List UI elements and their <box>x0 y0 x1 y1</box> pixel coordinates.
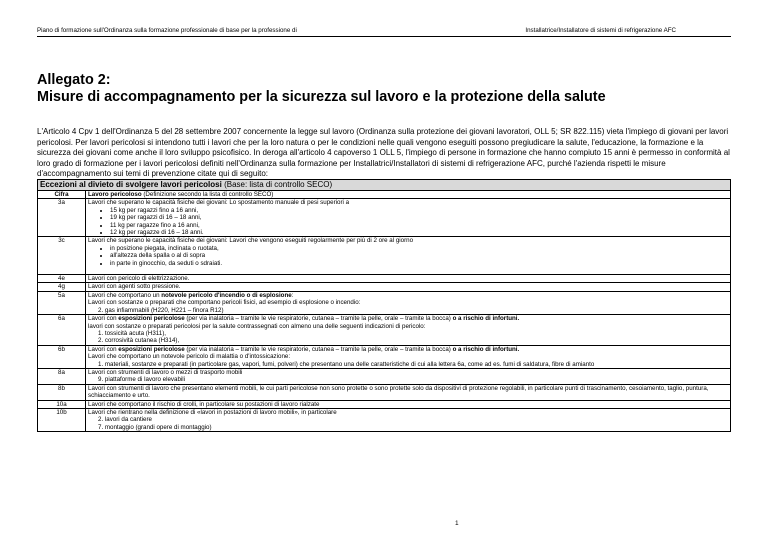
table-row <box>38 368 731 384</box>
row-5a-emphasis: notevole pericolo d'incendio o di esplosione <box>161 291 292 299</box>
list-item: • 12 kg per ragazze di 16 – 18 anni. <box>110 229 728 236</box>
row-6b-emphasis: esposizioni pericolose <box>118 345 185 353</box>
title-line-1: Allegato 2: <box>37 72 111 88</box>
table-row <box>38 237 731 275</box>
row-6a-detail: lavori con sostanze o preparati pericolosi per la salute contrassegnati con almeno una delle seguenti indicazioni di pericolo: <box>88 322 426 330</box>
page-header-right: Installatrice/Installatore di sistemi di refrigerazione AFC <box>525 27 676 34</box>
row-5a-colon: : <box>291 291 294 299</box>
row-cifra: 10b <box>38 408 86 431</box>
row-cifra: 4g <box>38 283 86 291</box>
row-6a-emphasis: esposizioni pericolose <box>118 315 185 323</box>
list-item: • 15 kg per ragazzi fino a 16 anni, <box>110 207 728 214</box>
row-3a-text: Lavori che superano le capacità fisiche dei giovani: Lo spostamento manuale di pesi superiori a <box>88 199 350 207</box>
row-cifra: 3a <box>38 199 86 237</box>
row-text <box>86 345 731 368</box>
row-3a-list <box>88 207 728 237</box>
table-row <box>38 345 731 368</box>
row-cifra: 4e <box>38 275 86 283</box>
col-cifra-header: Cifra <box>38 191 86 199</box>
table-row <box>38 291 731 314</box>
row-cifra: 6b <box>38 345 86 368</box>
row-text <box>86 368 731 384</box>
row-text: Lavori con strumenti di lavoro che presentano elementi mobili, le cui parti pericolose non sono protette o sono protette solo da dispositivi di protezione regolabili, in particolare punti di trascinamento, cesoiamento, taglio, puntura, schiacciamento e urto. <box>86 384 731 400</box>
list-item: • in posizione piegata, inclinata o ruotata, <box>110 245 728 252</box>
table-caption-bold: Eccezioni al divieto di svolgere lavori pericolosi <box>40 180 222 189</box>
row-6b-intro: Lavori con <box>88 345 119 353</box>
row-text <box>86 408 731 431</box>
row-cifra: 8b <box>38 384 86 400</box>
exceptions-table <box>37 179 731 432</box>
row-6b-paths: (per via inalatoria – tramite le vie respiratorie, cutanea – tramite la pelle, orale – tramite la bocca) <box>184 345 453 353</box>
col-lavoro-rest: (Definizione secondo la lista di controllo SECO) <box>141 191 274 198</box>
table-row <box>38 275 731 283</box>
row-6a-item-2: 2. corrosività cutanea (H314), <box>98 337 180 345</box>
table-row <box>38 400 731 408</box>
row-cifra: 6a <box>38 315 86 346</box>
row-text <box>86 291 731 314</box>
row-text <box>86 315 731 346</box>
row-10b-item-2: 7. montaggio (grandi opere di montaggio) <box>98 423 212 431</box>
row-3c-list <box>88 245 728 267</box>
list-item: • 19 kg per ragazzi di 16 – 18 anni, <box>110 214 728 221</box>
row-8a-text: Lavori con strumenti di lavoro o mezzi di trasporto mobili <box>88 368 243 376</box>
row-cifra: 8a <box>38 368 86 384</box>
row-text: Lavori con pericolo di elettrizzazione. <box>86 275 731 283</box>
row-text: Lavori che comportano il rischio di crolli, in particolare su postazioni di lavoro rialzate <box>86 400 731 408</box>
title-line-2: Misure di accompagnamento per la sicurezza sul lavoro e la protezione della salute <box>37 88 606 105</box>
row-text <box>86 199 731 237</box>
col-lavoro-header <box>86 191 731 199</box>
row-6a-paths: (per via inalatoria – tramite le vie respiratorie, cutanea – tramite la pelle, orale – tramite la bocca) <box>184 315 453 323</box>
col-lavoro-bold: Lavoro pericoloso <box>88 191 142 198</box>
row-5a-item: 2. gas infiammabili (H220, H221 – finora R12) <box>98 306 224 314</box>
list-item: • 11 kg per ragazze fino a 16 anni, <box>110 222 728 229</box>
row-10b-text: Lavori che rientrano nella definizione di «lavori in postazioni di lavoro mobili», in particolare <box>88 408 337 416</box>
row-text: Lavori con agenti sotto pressione. <box>86 283 731 291</box>
page-number: 1 <box>455 520 459 527</box>
table-caption-row <box>38 180 731 191</box>
table-row <box>38 199 731 237</box>
row-6a-item-1: 1. tossicità acuta (H311), <box>98 329 166 337</box>
page-title <box>37 72 606 105</box>
page-header-left: Piano di formazione sull'Ordinanza sulla formazione professionale di base per la professione di <box>37 27 297 34</box>
table-row <box>38 283 731 291</box>
row-5a-detail: Lavori con sostanze o preparati che comportano pericoli fisici, ad esempio di esplosione o incendio: <box>88 299 361 307</box>
row-6a-risk: o a rischio di infortuni. <box>452 315 520 323</box>
row-6b-item: 1. materiali, sostanze e preparati (in particolare gas, vapori, fumi, polveri) che presentano una delle caratteristiche di cui alla lettera 6a, come ad es. fumi di saldatura, fibre di amianto <box>98 360 595 368</box>
row-cifra: 5a <box>38 291 86 314</box>
row-5a-intro: Lavori che comportano un <box>88 291 162 299</box>
header-divider <box>37 36 731 37</box>
row-6b-detail: Lavori che comportano un notevole pericolo di malattia o d'intossicazione: <box>88 353 291 361</box>
row-cifra: 3c <box>38 237 86 275</box>
row-cifra: 10a <box>38 400 86 408</box>
row-10b-item-1: 2. lavori da cantiere <box>98 416 152 424</box>
table-row <box>38 384 731 400</box>
row-8a-item: 9. piattaforme di lavoro elevabili <box>98 376 186 384</box>
table-header-row <box>38 191 731 199</box>
intro-paragraph: L'Articolo 4 Cpv 1 dell'Ordinanza 5 del 28 settembre 2007 concernente la legge sul lavoro (Ordinanza sulla protezione dei giovani lavoratori, OLL 5; SR 822.115) vieta l'impiego di giovani per lavori pericolosi. Per lavori pericolosi si intendono tutti i lavori che per la loro natura o per le condizioni nelle quali vengono eseguiti possono pregiudicare la salute, l'educazione, la formazione e la sicurezza dei giovani come anche il loro sviluppo psicofisico. In deroga all'articolo 4 capoverso 1 OLL 5, l'impiego di persone in formazione che hanno compiuto 15 anni è permesso in conformità al loro grado di formazione per i lavori pericolosi definiti nell'Ordinanza sulla formazione per Installatrici/Installatori di sistemi di refrigerazione AFC, purché l'azienda rispetti le misure d'accompagnamento sui temi di prevenzione citate qui di seguito: <box>37 127 730 179</box>
row-3c-text: Lavori che superano le capacità fisiche dei giovani: Lavori che vengono eseguiti regolarmente per più di 2 ore al giorno <box>88 237 414 245</box>
list-item: • in parte in ginocchio, da seduti o sdraiati. <box>110 260 728 267</box>
list-item: • all'altezza della spalla o al di sopra <box>110 252 728 259</box>
table-caption-rest: (Base: lista di controllo SECO) <box>221 180 333 189</box>
table-row <box>38 315 731 346</box>
table-row <box>38 408 731 431</box>
row-6b-risk: o a rischio di infortuni. <box>452 345 520 353</box>
row-6a-intro: Lavori con <box>88 315 119 323</box>
row-text <box>86 237 731 275</box>
